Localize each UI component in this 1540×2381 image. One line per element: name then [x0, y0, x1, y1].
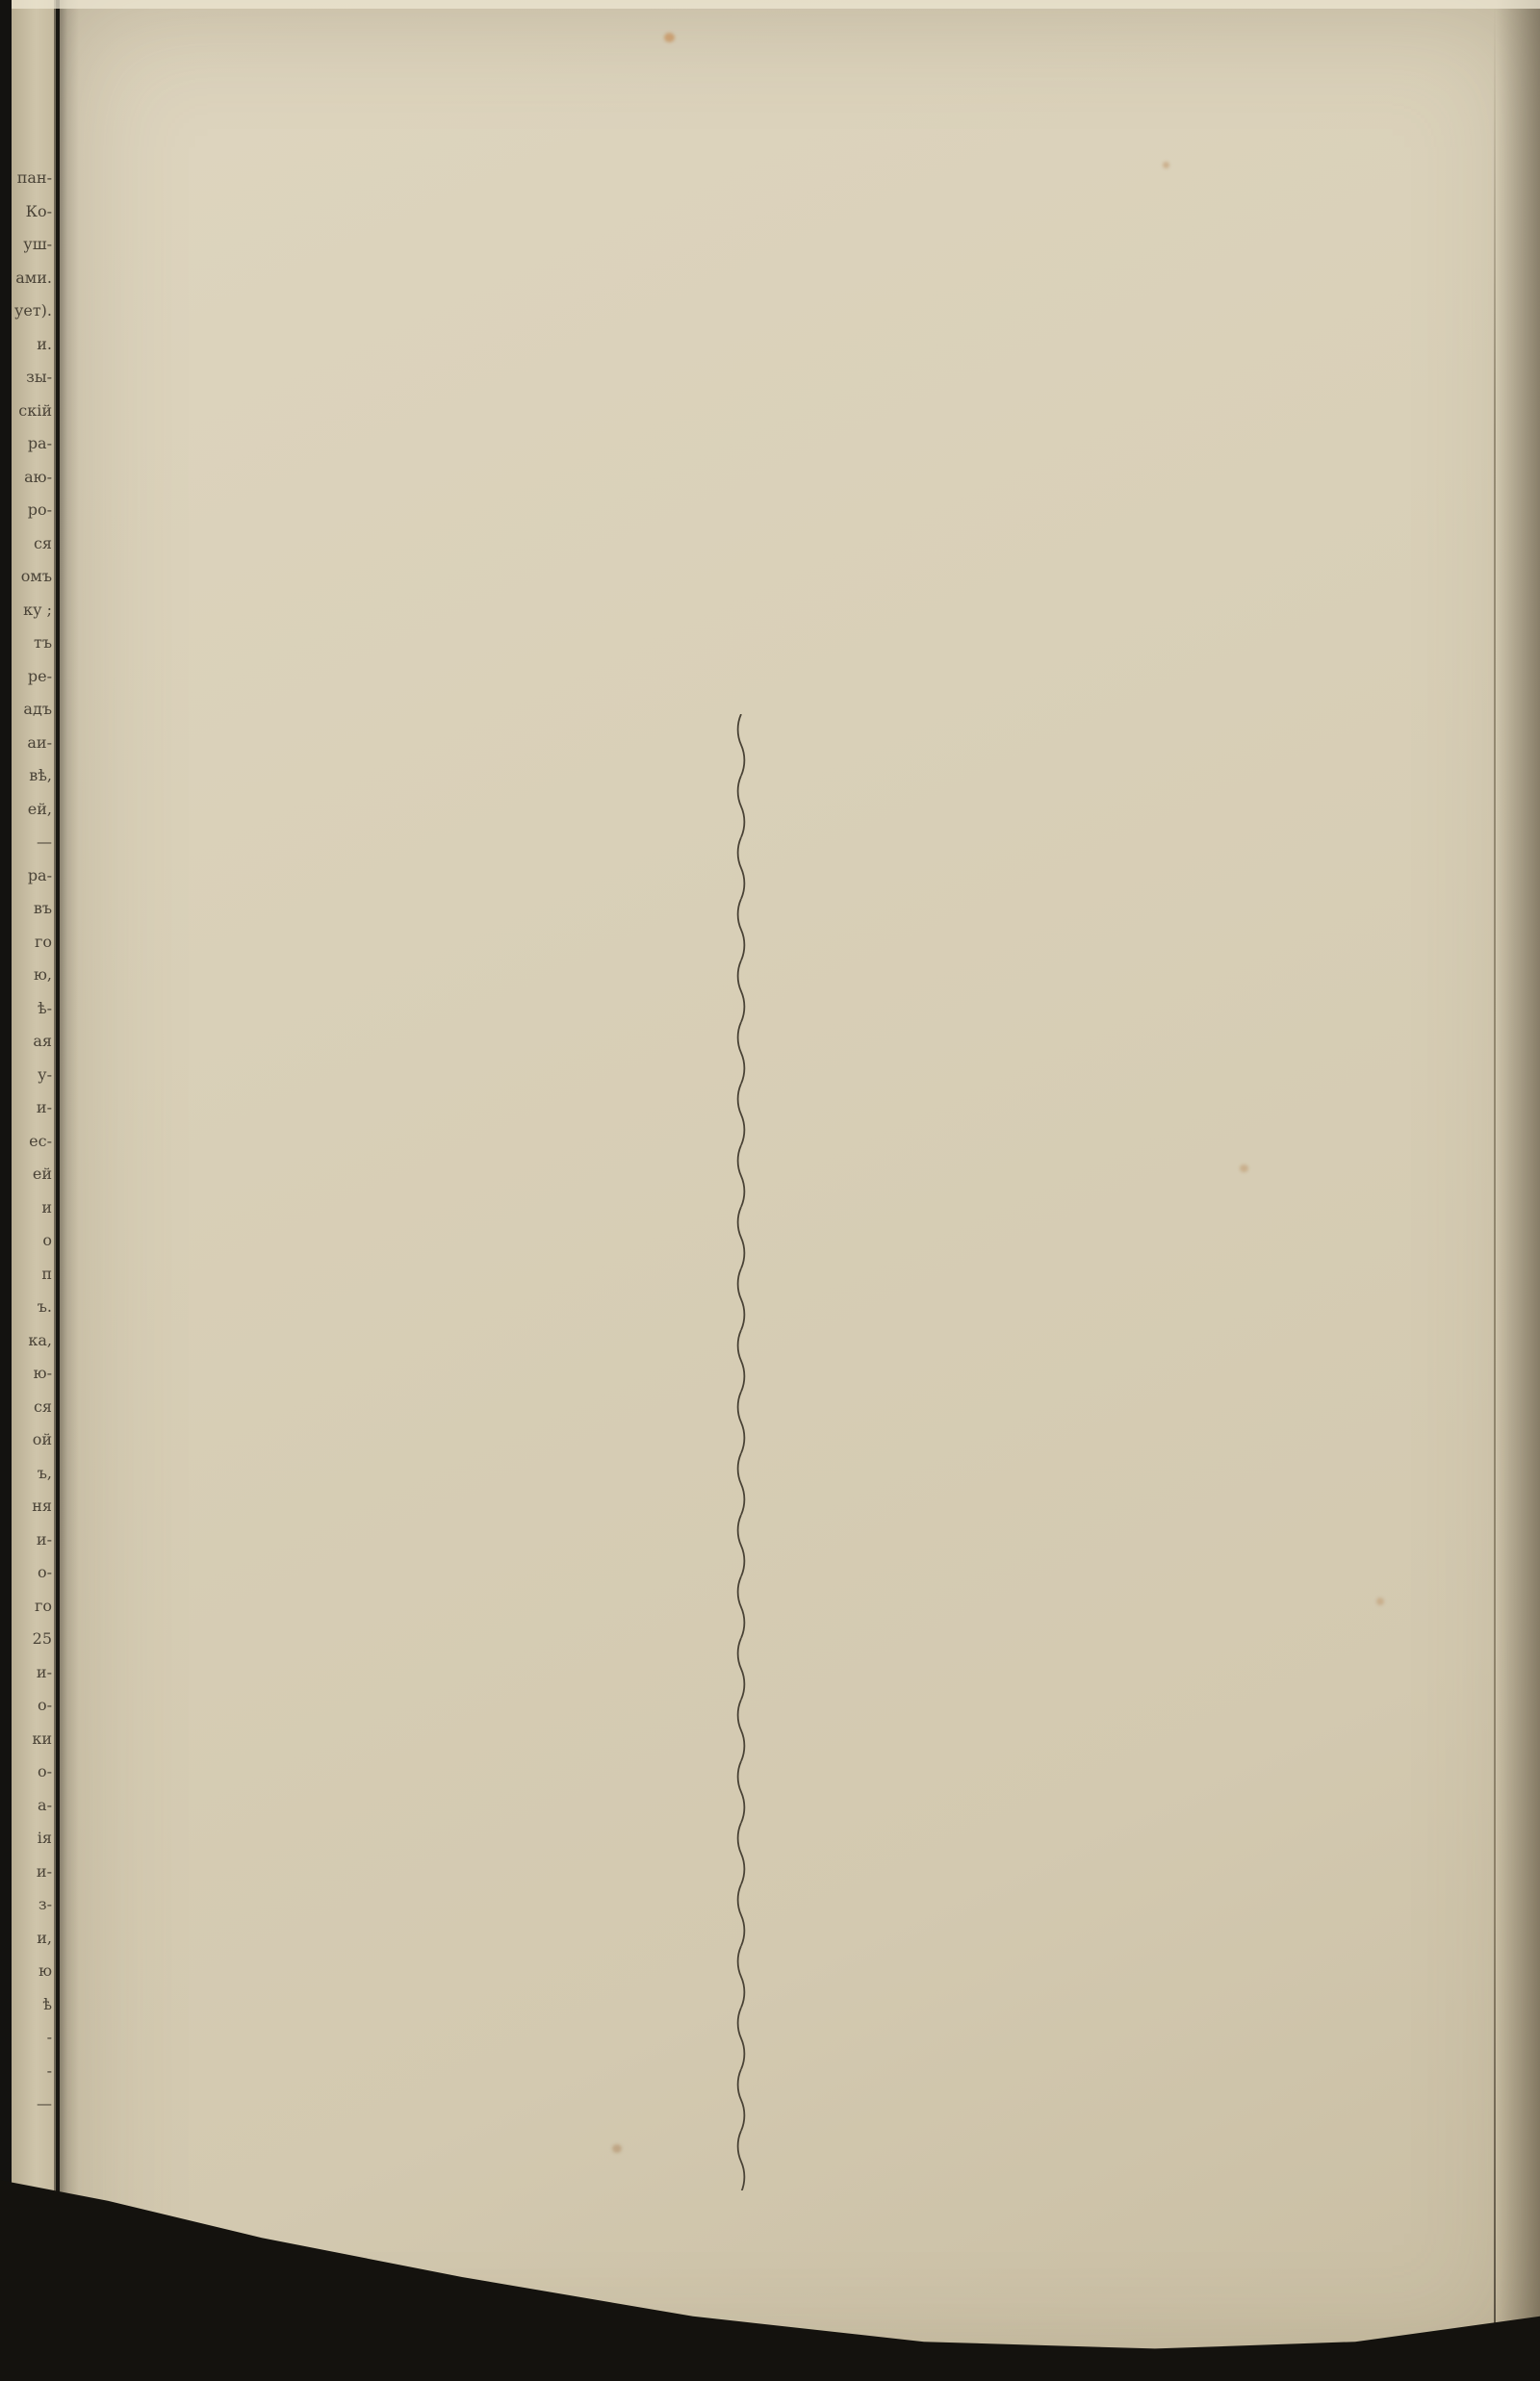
text-fragment: ая	[33, 1032, 52, 1050]
text-fragment: 25	[32, 1629, 52, 1648]
foxing-spot	[612, 2144, 622, 2153]
right-edge-shadow	[1496, 0, 1540, 2381]
text-fragment: ра-	[27, 434, 52, 452]
text-fragment: а-	[38, 1795, 52, 1814]
foxing-spot	[1376, 1598, 1384, 1605]
text-fragment: ой	[32, 1430, 52, 1448]
text-fragment: ня	[32, 1497, 52, 1515]
text-fragment: и,	[37, 1928, 52, 1947]
text-fragment: и-	[36, 1861, 52, 1881]
text-fragment: ро-	[27, 500, 52, 519]
text-fragment: адъ	[23, 700, 52, 718]
text-fragment: и-	[36, 1098, 52, 1116]
text-fragment: ѣ	[42, 1994, 52, 2013]
text-fragment: ки	[32, 1728, 52, 1748]
text-fragment: ся	[33, 533, 52, 552]
text-fragment: зы-	[26, 368, 52, 386]
page-gutter-shadow	[54, 0, 79, 2381]
foxing-spot	[664, 33, 675, 42]
text-fragment: -	[46, 2061, 52, 2080]
text-fragment: ку ;	[23, 600, 52, 619]
foxing-spot	[1163, 162, 1169, 168]
text-fragment: —	[37, 832, 52, 851]
previous-page-text-fragments	[0, 162, 52, 2121]
text-fragment: у-	[38, 1064, 52, 1084]
text-fragment: ю,	[33, 965, 52, 984]
text-fragment: ей,	[27, 799, 52, 818]
column-divider	[735, 714, 747, 2190]
top-edge-highlight	[12, 0, 1540, 9]
text-fragment: въ	[33, 899, 52, 917]
text-fragment: ами.	[15, 268, 52, 287]
text-fragment: го	[34, 932, 52, 951]
text-fragment: з-	[38, 1895, 52, 1913]
text-fragment: го	[34, 1596, 52, 1615]
newspaper-page	[60, 0, 1540, 2381]
text-fragment: уш-	[23, 235, 52, 253]
text-fragment: о-	[37, 1696, 52, 1714]
text-fragment: омъ	[20, 567, 52, 585]
text-fragment: ъ,	[37, 1463, 52, 1482]
text-fragment: о-	[37, 1762, 52, 1780]
text-fragment: и.	[37, 334, 52, 353]
text-fragment: о	[42, 1231, 52, 1249]
text-fragment: ра-	[27, 865, 52, 884]
text-fragment: аю-	[24, 467, 52, 486]
foxing-spot	[1240, 1165, 1248, 1172]
text-fragment: пан-	[16, 168, 52, 187]
text-fragment: ес-	[29, 1131, 52, 1150]
text-fragment: ъ.	[37, 1297, 52, 1316]
text-fragment: ей	[32, 1165, 52, 1183]
text-fragment: Ко-	[25, 201, 52, 220]
text-fragment: и-	[36, 1662, 52, 1681]
text-fragment: —	[37, 2094, 52, 2112]
text-fragment: ѣ-	[37, 998, 52, 1017]
text-fragment: п	[41, 1264, 52, 1283]
text-fragment: тъ	[33, 633, 52, 652]
text-fragment: аи-	[27, 732, 52, 752]
text-fragment: ует).	[13, 301, 52, 320]
text-fragment: вѣ,	[29, 766, 52, 784]
text-fragment: скій	[18, 400, 52, 420]
text-fragment: ія	[37, 1829, 52, 1847]
text-fragment: ю-	[33, 1364, 52, 1382]
text-fragment: и-	[36, 1529, 52, 1549]
text-fragment: и	[41, 1197, 52, 1216]
text-fragment: ре-	[27, 666, 52, 685]
text-fragment: -	[46, 2028, 52, 2046]
text-fragment: ка,	[28, 1330, 52, 1349]
text-fragment: ся	[33, 1396, 52, 1416]
text-fragment: ю	[38, 1961, 52, 1980]
text-fragment: о-	[37, 1563, 52, 1581]
